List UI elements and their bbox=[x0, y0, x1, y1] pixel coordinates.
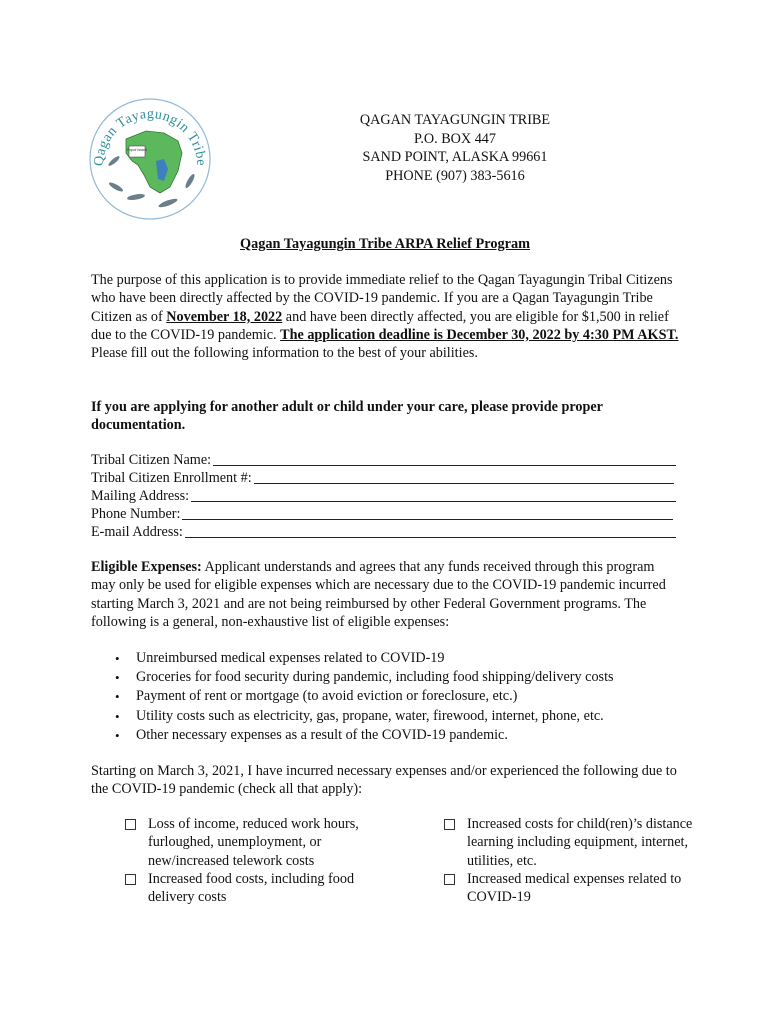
enrollment-field[interactable]: Tribal Citizen Enrollment #: bbox=[91, 469, 676, 487]
checkbox-icon[interactable] bbox=[444, 874, 455, 885]
list-item: • Groceries for food security during pandemic, including food shipping/delivery costs bbox=[112, 668, 614, 687]
eligible-expenses-list bbox=[112, 649, 614, 745]
org-name: QAGAN TAYAGUNGIN TRIBE bbox=[359, 112, 551, 128]
phone: PHONE (907) 383-5616 bbox=[385, 167, 525, 184]
checklist-right bbox=[444, 815, 712, 906]
page-title: Qagan Tayagungin Tribe ARPA Relief Program bbox=[239, 236, 531, 252]
checkbox-loss-of-income[interactable]: Loss of income, reduced work hours, furloughed, unemployment, or new/increased telework costs bbox=[125, 815, 385, 870]
name-field[interactable]: Tribal Citizen Name: bbox=[91, 451, 676, 469]
checkbox-icon[interactable] bbox=[125, 819, 136, 830]
island-shape bbox=[126, 131, 182, 193]
list-item: • Unreimbursed medical expenses related to COVID-19 bbox=[112, 649, 614, 668]
list-item: • Other necessary expenses as a result of the COVID-19 pandemic. bbox=[112, 726, 614, 745]
mailing-address-field[interactable]: Mailing Address: bbox=[91, 487, 676, 505]
eligibility-date: November 18, 2022 bbox=[166, 308, 283, 325]
checkbox-icon[interactable] bbox=[125, 874, 136, 885]
intro-paragraph: The purpose of this application is to provide immediate relief to the Qagan Tayagungin Tribal Citizens who have been directly affected by the COVID-19 pandemic. If you are a Qagan Tayagungin Tribe Citizen as of November 18, 2022 and have been directly affected, you are eligible for $1,500 in relief due to the COVID-19 pandemic. The application deadline is December 30, 2022 by 4:30 PM AKST. Please fill out the following information to the best of your abilities. bbox=[91, 272, 679, 362]
tribe-logo bbox=[86, 95, 214, 223]
checkbox-medical-expenses[interactable]: Increased medical expenses related to COVID-19 bbox=[444, 870, 712, 907]
letterhead bbox=[300, 111, 610, 185]
list-item: • Payment of rent or mortgage (to avoid eviction or foreclosure, etc.) bbox=[112, 687, 614, 706]
checkbox-food-costs[interactable]: Increased food costs, including food delivery costs bbox=[125, 870, 385, 907]
applicant-fields bbox=[91, 451, 676, 541]
city-state: SAND POINT, ALASKA 99661 bbox=[362, 149, 548, 165]
phone-field[interactable]: Phone Number: bbox=[91, 505, 676, 523]
checklist-left bbox=[125, 815, 385, 906]
eligible-label: Eligible Expenses: bbox=[91, 559, 202, 575]
deadline-text: The application deadline is December 30, 2022 by 4:30 PM AKST. bbox=[280, 326, 679, 343]
eligible-expenses-paragraph: Eligible Expenses: Applicant understands and agrees that any funds received through this program may only be used for eligible expenses which are necessary due to the COVID-19 pandemic incurred starting March 3, 2021 and are not being reimbursed by other Federal Government programs. The following is a general, non-exhaustive list of eligible expenses: bbox=[91, 559, 666, 630]
checkbox-distance-learning[interactable]: Increased costs for child(ren)’s distance learning including equipment, internet, utilities, etc. bbox=[444, 815, 712, 870]
logo-ring-text: Qagan Tayagungin Tribe bbox=[91, 106, 209, 167]
starting-paragraph: Starting on March 3, 2021, I have incurred necessary expenses and/or experienced the following due to the COVID-19 pandemic (check all that apply): bbox=[91, 763, 677, 798]
list-item: • Utility costs such as electricity, gas, propane, water, firewood, internet, phone, etc. bbox=[112, 707, 614, 726]
email-field[interactable]: E-mail Address: bbox=[91, 523, 676, 541]
map-label: Popof Island bbox=[127, 148, 147, 152]
documentation-notice: If you are applying for another adult or child under your care, please provide proper documentation. bbox=[91, 399, 603, 434]
po-box: P.O. BOX 447 bbox=[414, 130, 496, 147]
checkbox-icon[interactable] bbox=[444, 819, 455, 830]
